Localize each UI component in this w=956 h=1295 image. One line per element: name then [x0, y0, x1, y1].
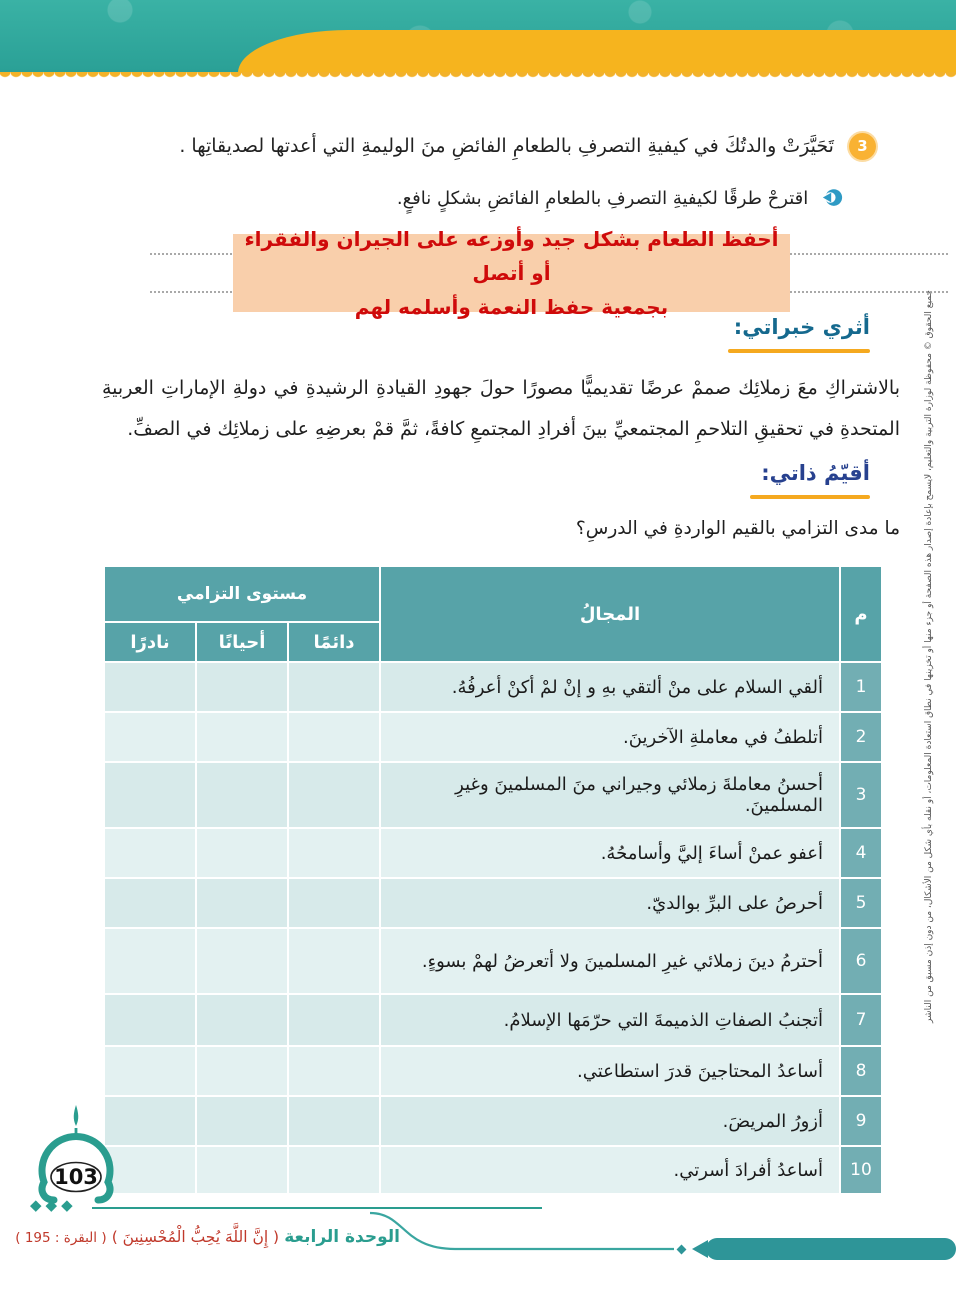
answer-cell-always[interactable]: [288, 1096, 380, 1146]
row-number-cell: 3: [840, 762, 882, 828]
domain-cell: أتلطفُ في معاملةِ الآخرينَ.: [380, 712, 840, 762]
table-row: [104, 994, 882, 1046]
footer-caption: [15, 1227, 400, 1247]
answer-cell-sometimes[interactable]: [196, 1046, 288, 1096]
question-text: تَحَيَّرَتْ والدتُكَ في كيفيةِ التصرفِ بالطعامِ الفائضِ منَ الوليمةِ التي أعدتها لصديقاتِها .: [179, 135, 834, 157]
domain-cell: أحسنُ معاملةَ زملائي وجيراني منَ المسلمينَ وغيرِ المسلمينَ.: [380, 762, 840, 828]
footer-curve-bar: [360, 1210, 956, 1265]
row-number-cell: 5: [840, 878, 882, 928]
row-number-cell: 8: [840, 1046, 882, 1096]
answer-cell-always[interactable]: [288, 1146, 380, 1194]
answer-cell-rarely[interactable]: [104, 662, 196, 712]
answer-cell-rarely[interactable]: [104, 762, 196, 828]
answer-cell-always[interactable]: [288, 828, 380, 878]
self-assess-question: ما مدى التزامي بالقيم الواردةِ في الدرسِ؟: [575, 518, 900, 539]
domain-cell: أحترمُ دينَ زملائي غيرِ المسلمينَ ولا أتعرضُ لهمْ بسوءٍ.: [380, 928, 840, 994]
domain-cell: أحرصُ على البرِّ بوالديّ.: [380, 878, 840, 928]
answer-cell-always[interactable]: [288, 994, 380, 1046]
mosque-dome-icon: [30, 1103, 122, 1211]
answer-cell-sometimes[interactable]: [196, 762, 288, 828]
domain-cell: أساعدُ أفرادَ أسرتي.: [380, 1146, 840, 1194]
unit-label: الوحدة الرابعة: [284, 1227, 400, 1247]
commitment-table: [105, 565, 883, 1195]
quran-verse: ( إِنَّ اللَّهَ يُحِبُّ الْمُحْسِنِينَ ): [111, 1228, 280, 1246]
answer-cell-rarely[interactable]: [104, 994, 196, 1046]
section-underline: [728, 349, 870, 353]
answer-box-line-1: أحفظ الطعام بشكل جيد وأوزعه على الجيران والفقراء أو أتصل: [244, 227, 779, 285]
table-row: [104, 878, 882, 928]
answer-cell-sometimes[interactable]: [196, 712, 288, 762]
header-rarely: نادرًا: [104, 622, 196, 662]
header-domain: المجالُ: [380, 566, 840, 662]
verse-reference: ( البقرة : 195 ): [15, 1230, 107, 1246]
header-yellow-band: [238, 30, 956, 73]
question-line: [76, 133, 876, 160]
domain-cell: أتجنبُ الصفاتِ الذميمةَ التي حرّمَها الإسلامُ.: [380, 994, 840, 1046]
answer-cell-sometimes[interactable]: [196, 994, 288, 1046]
answer-box[interactable]: [233, 227, 790, 319]
answer-cell-always[interactable]: [288, 928, 380, 994]
table-row: [104, 1046, 882, 1096]
answer-cell-rarely[interactable]: [104, 828, 196, 878]
table-row: [104, 1146, 882, 1194]
answer-cell-always[interactable]: [288, 1046, 380, 1096]
three-diamonds-icon: ◆◆◆: [30, 1196, 77, 1214]
answer-cell-always[interactable]: [288, 878, 380, 928]
enrich-paragraph: بالاشتراكِ معَ زملائِك صممْ عرضًا تقديميًّا مصورًا حولَ جهودِ القيادةِ الرشيدةِ في دولةِ الإماراتِ العربيةِ المتحدةِ في تحقيقِ التلاحمِ المجتمعيِّ بينَ أفرادِ المجتمعِ كافةً، ثمَّ قمْ بعرضِهِ على زملائِك في الصفِّ.: [102, 377, 900, 440]
answer-box-line-2: بجمعية حفظ النعمة وأسلمه لهم: [354, 295, 669, 319]
answer-cell-sometimes[interactable]: [196, 662, 288, 712]
header-always: دائمًا: [288, 622, 380, 662]
header-num: م: [840, 566, 882, 662]
answer-cell-sometimes[interactable]: [196, 1096, 288, 1146]
prompt-line: [83, 187, 843, 209]
section-title-self-assess: أقيّمُ ذاتي:: [761, 461, 870, 485]
table-row: [104, 928, 882, 994]
answer-cell-rarely[interactable]: [104, 878, 196, 928]
question-number-badge: 3: [849, 133, 876, 160]
crescent-arrow-icon: [822, 187, 843, 208]
page-number: 103: [54, 1165, 98, 1189]
answer-cell-rarely[interactable]: [104, 712, 196, 762]
answer-cell-sometimes[interactable]: [196, 828, 288, 878]
row-number-cell: 1: [840, 662, 882, 712]
table-row: [104, 712, 882, 762]
answer-cell-sometimes[interactable]: [196, 878, 288, 928]
row-number-cell: 4: [840, 828, 882, 878]
sidebar-copyright: جميع الحقوق © محفوظة لوزارة التربية والتعليم، لايسمح بإعادة إصدار هذه الصفحة أو جزء منها أو تخزينها في نطاق استعادة المعلومات، أو نقله بأي شكل من الأشكال، من دون إذن مسبق من الناشر: [924, 290, 934, 1023]
table-row: [104, 762, 882, 828]
row-number-cell: 9: [840, 1096, 882, 1146]
domain-cell: ألقي السلام على منْ ألتقي بهِ و إنْ لمْ أكنْ أعرفُهُ.: [380, 662, 840, 712]
domain-cell: أزورُ المريضَ.: [380, 1096, 840, 1146]
table-row: [104, 1096, 882, 1146]
table-row: [104, 662, 882, 712]
domain-cell: أساعدُ المحتاجينَ قدرَ استطاعتي.: [380, 1046, 840, 1096]
answer-cell-sometimes[interactable]: [196, 1146, 288, 1194]
footer-rule: [92, 1207, 542, 1209]
row-number-cell: 7: [840, 994, 882, 1046]
domain-cell: أعفو عمنْ أساءَ إليَّ وأسامحُهُ.: [380, 828, 840, 878]
answer-cell-rarely[interactable]: [104, 928, 196, 994]
answer-cell-always[interactable]: [288, 762, 380, 828]
answer-cell-always[interactable]: [288, 712, 380, 762]
section-underline: [750, 495, 870, 499]
header-sometimes: أحيانًا: [196, 622, 288, 662]
header-scallop-edge: [0, 72, 956, 83]
row-number-cell: 10: [840, 1146, 882, 1194]
table-row: [104, 828, 882, 878]
row-number-cell: 2: [840, 712, 882, 762]
section-title-enrich: أثري خبراتي:: [733, 315, 870, 339]
header-commitment-level: مستوى التزامي: [104, 566, 380, 622]
prompt-text: اقترحْ طرقًا لكيفيةِ التصرفِ بالطعامِ الفائضِ بشكلٍ نافعٍ.: [396, 188, 809, 209]
row-number-cell: 6: [840, 928, 882, 994]
answer-cell-sometimes[interactable]: [196, 928, 288, 994]
answer-cell-always[interactable]: [288, 662, 380, 712]
answer-cell-rarely[interactable]: [104, 1046, 196, 1096]
